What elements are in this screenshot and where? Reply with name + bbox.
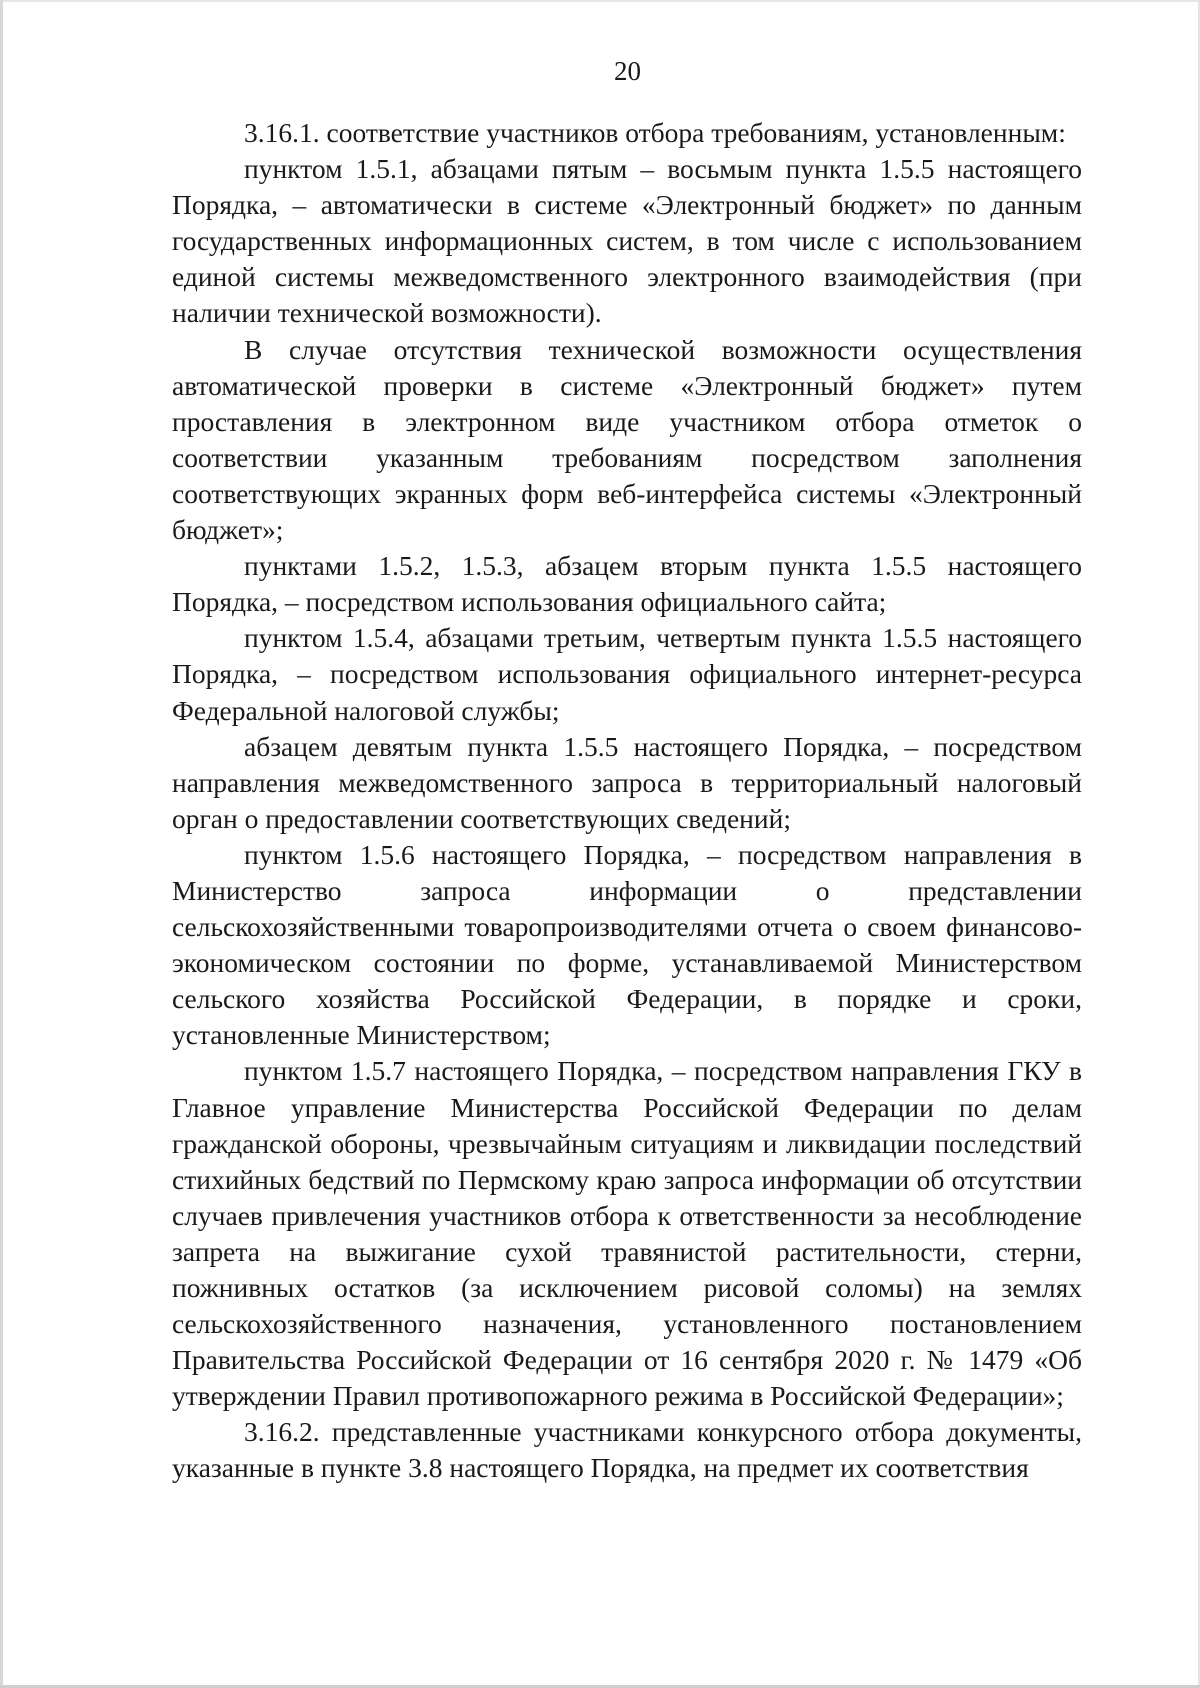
paragraph-3-16-1: 3.16.1. соответствие участников отбора требованиям, установленным:: [244, 117, 1066, 148]
paragraph-clause-1-5-1: пунктом 1.5.1, абзацами пятым – восьмым пункта 1.5.5 настоящего Порядка, – автоматически в системе «Электронный бюджет» по данным государственных информационных систем, в том числе с использованием единой системы межведомственного электронного взаимодействия (при наличии технической возможности).: [172, 153, 1082, 329]
paragraph-clause-1-5-4: пунктом 1.5.4, абзацами третьим, четвертым пункта 1.5.5 настоящего Порядка, – посредством использования официального интернет-ресурса Федеральной налоговой службы;: [172, 622, 1082, 726]
document-body: [172, 115, 1082, 1487]
paragraph-clauses-1-5-2-1-5-3: пунктами 1.5.2, 1.5.3, абзацем вторым пункта 1.5.5 настоящего Порядка, – посредством использования официального сайта;: [172, 550, 1082, 618]
scan-edge-left: [0, 0, 3, 1688]
page-number: 20: [614, 56, 641, 86]
paragraph-no-technical-possibility: В случае отсутствия технической возможности осуществления автоматической проверки в системе «Электронный бюджет» путем проставления в электронном виде участником отбора отметок о соответствии указанным требованиям посредством заполнения соответствующих экранных форм веб-интерфейса системы «Электронный бюджет»;: [172, 333, 1082, 546]
paragraph-ninth-abzac-1-5-5: абзацем девятым пункта 1.5.5 настоящего Порядка, – посредством направления межведомственного запроса в территориальный налоговый орган о предоставлении соответствующих сведений;: [172, 730, 1082, 834]
paragraph-clause-1-5-7: пунктом 1.5.7 настоящего Порядка, – посредством направления ГКУ в Главное управление Министерства Российской Федерации по делам гражданской обороны, чрезвычайным ситуациям и ликвидации последствий стихийных бедствий по Пермскому краю запроса информации об отсутствии случаев привлечения участников отбора к ответственности за несоблюдение запрета на выжигание сухой травянистой растительности, стерни, пожнивных остатков (за исключением рисовой соломы) на землях сельскохозяйственного назначения, установленного постановлением Правительства Российской Федерации от 16 сентября 2020 г. № 1479 «Об утверждении Правил противопожарного режима в Российской Федерации»;: [172, 1055, 1082, 1412]
paragraph-clause-1-5-6: пунктом 1.5.6 настоящего Порядка, – посредством направления в Министерство запроса информации о представлении сельскохозяйственными товаропроизводителями отчета о своем финансово-экономическом состоянии по форме, устанавливаемой Министерством сельского хозяйства Российской Федерации, в порядке и сроки, установленные Министерством;: [172, 838, 1082, 1051]
scan-edge-top: [0, 0, 1200, 2]
paragraph-3-16-2: 3.16.2. представленные участниками конкурсного отбора документы, указанные в пункте 3.8 настоящего Порядка, на предмет их соответствия: [172, 1416, 1082, 1484]
